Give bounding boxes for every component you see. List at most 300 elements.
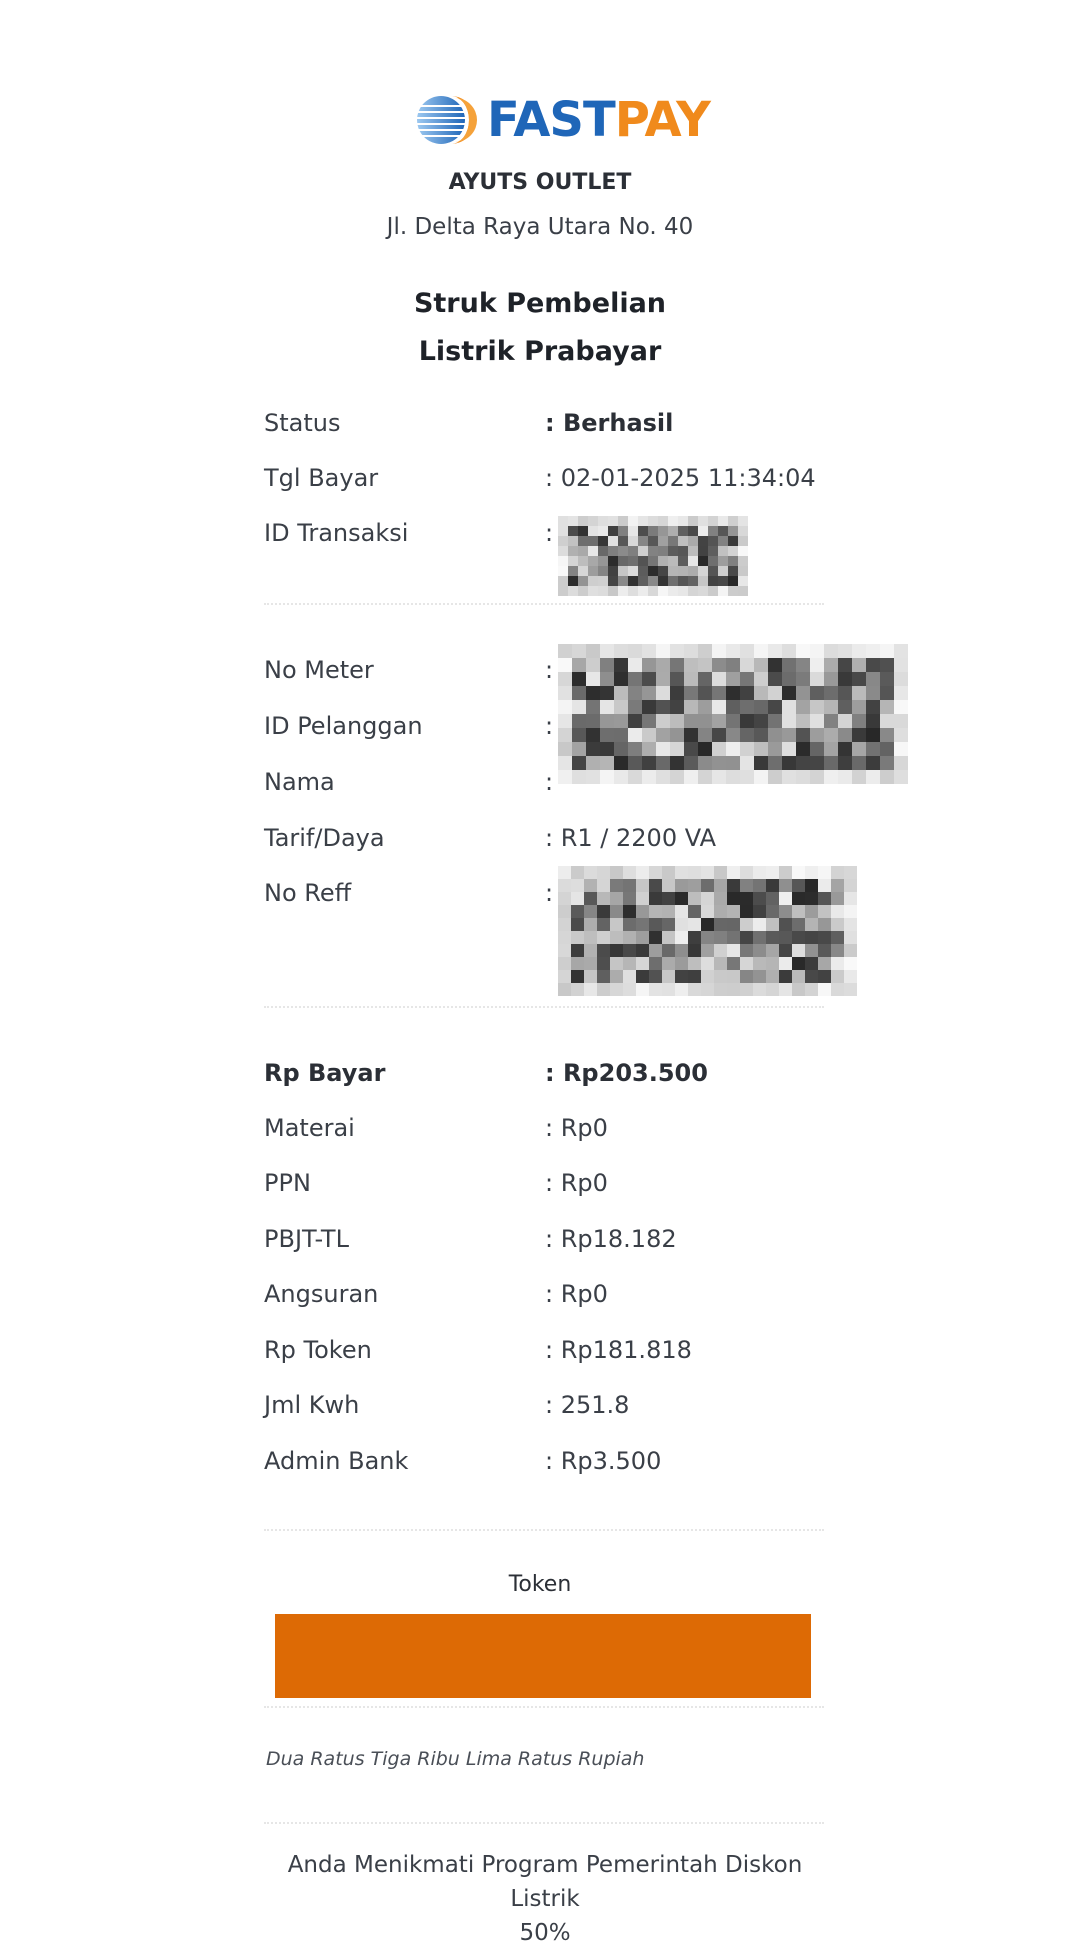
redaction-pixel bbox=[779, 931, 792, 944]
redaction-pixel bbox=[598, 566, 608, 576]
redaction-pixel bbox=[628, 658, 642, 672]
redaction-pixel bbox=[684, 672, 698, 686]
redaction-pixel bbox=[880, 672, 894, 686]
redaction-pixel bbox=[740, 686, 754, 700]
redaction-pixel bbox=[568, 586, 578, 596]
reference-number-redacted bbox=[558, 866, 866, 996]
redaction-pixel bbox=[558, 516, 568, 526]
redaction-pixel bbox=[753, 892, 766, 905]
redaction-pixel bbox=[698, 686, 712, 700]
redaction-pixel bbox=[618, 526, 628, 536]
customer-id-value: : bbox=[545, 712, 554, 740]
redaction-pixel bbox=[792, 892, 805, 905]
redaction-pixel bbox=[726, 756, 740, 770]
tariff-value: : R1 / 2200 VA bbox=[545, 824, 717, 852]
redaction-pixel bbox=[768, 742, 782, 756]
redaction-pixel bbox=[636, 931, 649, 944]
redaction-pixel bbox=[838, 644, 852, 658]
redaction-pixel bbox=[688, 918, 701, 931]
redaction-pixel bbox=[597, 957, 610, 970]
redaction-pixel bbox=[766, 970, 779, 983]
redaction-pixel bbox=[610, 957, 623, 970]
redaction-pixel bbox=[740, 970, 753, 983]
redaction-pixel bbox=[614, 644, 628, 658]
redaction-pixel bbox=[714, 905, 727, 918]
redaction-pixel bbox=[698, 756, 712, 770]
redaction-pixel bbox=[768, 756, 782, 770]
redaction-pixel bbox=[656, 686, 670, 700]
redaction-pixel bbox=[714, 983, 727, 996]
redaction-pixel bbox=[571, 866, 584, 879]
redaction-pixel bbox=[675, 879, 688, 892]
redaction-pixel bbox=[670, 700, 684, 714]
redaction-pixel bbox=[844, 892, 857, 905]
redaction-pixel bbox=[578, 546, 588, 556]
redaction-pixel bbox=[792, 931, 805, 944]
redaction-pixel bbox=[558, 658, 572, 672]
redaction-pixel bbox=[608, 556, 618, 566]
redaction-pixel bbox=[600, 742, 614, 756]
redaction-pixel bbox=[838, 728, 852, 742]
redaction-pixel bbox=[698, 516, 708, 526]
redaction-pixel bbox=[768, 770, 782, 784]
redaction-pixel bbox=[558, 714, 572, 728]
redaction-pixel bbox=[610, 983, 623, 996]
redaction-pixel bbox=[586, 714, 600, 728]
redaction-pixel bbox=[894, 756, 908, 770]
redaction-pixel bbox=[698, 526, 708, 536]
redaction-pixel bbox=[638, 576, 648, 586]
redaction-pixel bbox=[608, 546, 618, 556]
redaction-pixel bbox=[738, 546, 748, 556]
redaction-pixel bbox=[638, 586, 648, 596]
redaction-pixel bbox=[638, 516, 648, 526]
redaction-pixel bbox=[818, 944, 831, 957]
status-label: Status bbox=[264, 409, 341, 437]
redaction-pixel bbox=[649, 983, 662, 996]
redaction-pixel bbox=[714, 918, 727, 931]
redaction-pixel bbox=[588, 526, 598, 536]
redaction-pixel bbox=[766, 879, 779, 892]
redaction-pixel bbox=[571, 944, 584, 957]
receipt-title bbox=[0, 280, 1080, 376]
redaction-pixel bbox=[831, 970, 844, 983]
redaction-pixel bbox=[844, 983, 857, 996]
redaction-pixel bbox=[726, 714, 740, 728]
redaction-pixel bbox=[648, 586, 658, 596]
redaction-pixel bbox=[810, 714, 824, 728]
redaction-pixel bbox=[578, 516, 588, 526]
redaction-pixel bbox=[688, 586, 698, 596]
reference-number-label: No Reff bbox=[264, 879, 352, 907]
redaction-pixel bbox=[782, 644, 796, 658]
redaction-pixel bbox=[649, 970, 662, 983]
redaction-pixel bbox=[658, 536, 668, 546]
redaction-pixel bbox=[838, 742, 852, 756]
redaction-pixel bbox=[628, 516, 638, 526]
redaction-pixel bbox=[866, 714, 880, 728]
redaction-pixel bbox=[712, 686, 726, 700]
redaction-pixel bbox=[805, 866, 818, 879]
redaction-pixel bbox=[684, 658, 698, 672]
redaction-pixel bbox=[572, 756, 586, 770]
redaction-pixel bbox=[571, 905, 584, 918]
redaction-pixel bbox=[568, 546, 578, 556]
redaction-pixel bbox=[852, 700, 866, 714]
redaction-pixel bbox=[584, 957, 597, 970]
redaction-pixel bbox=[698, 728, 712, 742]
redaction-pixel bbox=[678, 516, 688, 526]
divider bbox=[264, 1006, 824, 1008]
redaction-pixel bbox=[792, 866, 805, 879]
kwh-row bbox=[264, 1385, 824, 1425]
redaction-pixel bbox=[558, 879, 571, 892]
redaction-pixel bbox=[688, 546, 698, 556]
redaction-pixel bbox=[796, 672, 810, 686]
redaction-pixel bbox=[754, 644, 768, 658]
redaction-pixel bbox=[610, 931, 623, 944]
redaction-pixel bbox=[584, 944, 597, 957]
redaction-pixel bbox=[852, 672, 866, 686]
redaction-pixel bbox=[656, 644, 670, 658]
redaction-pixel bbox=[684, 644, 698, 658]
kwh-value: : 251.8 bbox=[545, 1391, 630, 1419]
redaction-pixel bbox=[831, 918, 844, 931]
redaction-pixel bbox=[649, 905, 662, 918]
token-amount-label: Rp Token bbox=[264, 1336, 372, 1364]
redaction-pixel bbox=[614, 714, 628, 728]
discount-notice-line1: Anda Menikmati Program Pemerintah Diskon Listrik bbox=[287, 1852, 803, 1912]
installment-label: Angsuran bbox=[264, 1280, 379, 1308]
redaction-pixel bbox=[818, 879, 831, 892]
redaction-pixel bbox=[656, 770, 670, 784]
redaction-pixel bbox=[600, 644, 614, 658]
materai-value: : Rp0 bbox=[545, 1114, 608, 1142]
redaction-pixel bbox=[623, 957, 636, 970]
redaction-pixel bbox=[598, 576, 608, 586]
redaction-pixel bbox=[726, 672, 740, 686]
redaction-pixel bbox=[718, 546, 728, 556]
redaction-pixel bbox=[818, 957, 831, 970]
redaction-pixel bbox=[740, 728, 754, 742]
redaction-pixel bbox=[866, 756, 880, 770]
redaction-pixel bbox=[708, 566, 718, 576]
redaction-pixel bbox=[675, 892, 688, 905]
amount-paid-label: Rp Bayar bbox=[264, 1059, 386, 1087]
redaction-pixel bbox=[558, 526, 568, 536]
redaction-pixel bbox=[636, 905, 649, 918]
redaction-pixel bbox=[894, 686, 908, 700]
redaction-pixel bbox=[718, 526, 728, 536]
redaction-pixel bbox=[754, 714, 768, 728]
redaction-pixel bbox=[584, 918, 597, 931]
redaction-pixel bbox=[880, 686, 894, 700]
redaction-pixel bbox=[740, 770, 754, 784]
redaction-pixel bbox=[779, 983, 792, 996]
redaction-pixel bbox=[754, 658, 768, 672]
redaction-pixel bbox=[558, 728, 572, 742]
redaction-pixel bbox=[572, 770, 586, 784]
redaction-pixel bbox=[792, 918, 805, 931]
redaction-pixel bbox=[571, 983, 584, 996]
redaction-pixel bbox=[810, 672, 824, 686]
status-row bbox=[264, 403, 824, 443]
redaction-pixel bbox=[600, 700, 614, 714]
redaction-pixel bbox=[668, 576, 678, 586]
redaction-pixel bbox=[598, 516, 608, 526]
redaction-pixel bbox=[753, 983, 766, 996]
redaction-pixel bbox=[684, 770, 698, 784]
redaction-pixel bbox=[831, 866, 844, 879]
redaction-pixel bbox=[675, 944, 688, 957]
redaction-pixel bbox=[584, 931, 597, 944]
redaction-pixel bbox=[805, 892, 818, 905]
admin-fee-row bbox=[264, 1441, 824, 1481]
redaction-pixel bbox=[727, 983, 740, 996]
transaction-id-label: ID Transaksi bbox=[264, 519, 409, 547]
redaction-pixel bbox=[852, 728, 866, 742]
redaction-pixel bbox=[658, 566, 668, 576]
redaction-pixel bbox=[618, 546, 628, 556]
redaction-pixel bbox=[558, 576, 568, 586]
redaction-pixel bbox=[623, 892, 636, 905]
redaction-pixel bbox=[726, 686, 740, 700]
redaction-pixel bbox=[740, 957, 753, 970]
redaction-pixel bbox=[684, 714, 698, 728]
redaction-pixel bbox=[597, 970, 610, 983]
redaction-pixel bbox=[708, 546, 718, 556]
redaction-pixel bbox=[558, 905, 571, 918]
redaction-pixel bbox=[805, 944, 818, 957]
redaction-pixel bbox=[668, 556, 678, 566]
installment-value: : Rp0 bbox=[545, 1280, 608, 1308]
redaction-pixel bbox=[727, 970, 740, 983]
redaction-pixel bbox=[805, 970, 818, 983]
redaction-pixel bbox=[766, 944, 779, 957]
transaction-id-redacted bbox=[558, 516, 752, 596]
redaction-pixel bbox=[628, 576, 638, 586]
redaction-pixel bbox=[608, 516, 618, 526]
redaction-pixel bbox=[753, 970, 766, 983]
redaction-pixel bbox=[588, 586, 598, 596]
redaction-pixel bbox=[727, 905, 740, 918]
redaction-pixel bbox=[648, 546, 658, 556]
redaction-pixel bbox=[628, 756, 642, 770]
redaction-pixel bbox=[818, 931, 831, 944]
token-label: Token bbox=[508, 1572, 572, 1597]
redaction-pixel bbox=[628, 672, 642, 686]
redaction-pixel bbox=[698, 576, 708, 586]
redaction-pixel bbox=[597, 918, 610, 931]
redaction-pixel bbox=[740, 944, 753, 957]
discount-notice-line2: 50% bbox=[519, 1920, 571, 1946]
redaction-pixel bbox=[598, 546, 608, 556]
redaction-pixel bbox=[766, 957, 779, 970]
redaction-pixel bbox=[726, 728, 740, 742]
redaction-pixel bbox=[670, 644, 684, 658]
redaction-pixel bbox=[636, 918, 649, 931]
redaction-pixel bbox=[728, 556, 738, 566]
redaction-pixel bbox=[779, 892, 792, 905]
redaction-pixel bbox=[578, 536, 588, 546]
redaction-pixel bbox=[662, 983, 675, 996]
redaction-pixel bbox=[588, 516, 598, 526]
redaction-pixel bbox=[558, 644, 572, 658]
redaction-pixel bbox=[698, 658, 712, 672]
redaction-pixel bbox=[678, 526, 688, 536]
redaction-pixel bbox=[578, 566, 588, 576]
redaction-pixel bbox=[628, 728, 642, 742]
redaction-pixel bbox=[656, 728, 670, 742]
redaction-pixel bbox=[831, 905, 844, 918]
redaction-pixel bbox=[754, 686, 768, 700]
redaction-pixel bbox=[718, 586, 728, 596]
redaction-pixel bbox=[824, 742, 838, 756]
redaction-pixel bbox=[618, 586, 628, 596]
redaction-pixel bbox=[656, 756, 670, 770]
redaction-pixel bbox=[701, 957, 714, 970]
redaction-pixel bbox=[701, 879, 714, 892]
redaction-pixel bbox=[688, 931, 701, 944]
redaction-pixel bbox=[568, 566, 578, 576]
redaction-pixel bbox=[866, 672, 880, 686]
redaction-pixel bbox=[648, 566, 658, 576]
redaction-pixel bbox=[638, 536, 648, 546]
redaction-pixel bbox=[810, 756, 824, 770]
redaction-pixel bbox=[698, 644, 712, 658]
redaction-pixel bbox=[688, 970, 701, 983]
redaction-pixel bbox=[740, 918, 753, 931]
redaction-pixel bbox=[698, 742, 712, 756]
redaction-pixel bbox=[558, 970, 571, 983]
redaction-pixel bbox=[818, 866, 831, 879]
redaction-pixel bbox=[726, 770, 740, 784]
redaction-pixel bbox=[684, 742, 698, 756]
redaction-pixel bbox=[708, 516, 718, 526]
redaction-pixel bbox=[792, 983, 805, 996]
redaction-pixel bbox=[649, 931, 662, 944]
redaction-pixel bbox=[796, 700, 810, 714]
redaction-pixel bbox=[880, 728, 894, 742]
redaction-pixel bbox=[810, 770, 824, 784]
redaction-pixel bbox=[838, 700, 852, 714]
redaction-pixel bbox=[558, 536, 568, 546]
redaction-pixel bbox=[766, 983, 779, 996]
redaction-pixel bbox=[618, 566, 628, 576]
redaction-pixel bbox=[805, 879, 818, 892]
redaction-pixel bbox=[678, 576, 688, 586]
redaction-pixel bbox=[844, 944, 857, 957]
redaction-pixel bbox=[618, 556, 628, 566]
redaction-pixel bbox=[727, 866, 740, 879]
redaction-pixel bbox=[712, 742, 726, 756]
redaction-pixel bbox=[648, 536, 658, 546]
redaction-pixel bbox=[675, 970, 688, 983]
redaction-pixel bbox=[662, 957, 675, 970]
redaction-pixel bbox=[698, 586, 708, 596]
redaction-pixel bbox=[740, 905, 753, 918]
redaction-pixel bbox=[779, 957, 792, 970]
redaction-pixel bbox=[586, 756, 600, 770]
redaction-pixel bbox=[844, 931, 857, 944]
redaction-pixel bbox=[824, 658, 838, 672]
redaction-pixel bbox=[782, 686, 796, 700]
redaction-pixel bbox=[753, 905, 766, 918]
redaction-pixel bbox=[754, 770, 768, 784]
redaction-pixel bbox=[600, 672, 614, 686]
redaction-pixel bbox=[754, 742, 768, 756]
redaction-pixel bbox=[818, 918, 831, 931]
redaction-pixel bbox=[714, 957, 727, 970]
redaction-pixel bbox=[779, 905, 792, 918]
redaction-pixel bbox=[678, 556, 688, 566]
token-box bbox=[275, 1614, 811, 1698]
redaction-pixel bbox=[600, 756, 614, 770]
redaction-pixel bbox=[598, 556, 608, 566]
redaction-pixel bbox=[636, 983, 649, 996]
redaction-pixel bbox=[838, 686, 852, 700]
redaction-pixel bbox=[796, 742, 810, 756]
redaction-pixel bbox=[818, 983, 831, 996]
redaction-pixel bbox=[824, 672, 838, 686]
redaction-pixel bbox=[844, 970, 857, 983]
redaction-pixel bbox=[572, 742, 586, 756]
redaction-pixel bbox=[636, 892, 649, 905]
redaction-pixel bbox=[628, 714, 642, 728]
redaction-pixel bbox=[636, 879, 649, 892]
redaction-pixel bbox=[698, 700, 712, 714]
redaction-pixel bbox=[740, 879, 753, 892]
redaction-pixel bbox=[618, 576, 628, 586]
redaction-pixel bbox=[610, 866, 623, 879]
redaction-pixel bbox=[779, 866, 792, 879]
redaction-pixel bbox=[662, 970, 675, 983]
redaction-pixel bbox=[726, 742, 740, 756]
redaction-pixel bbox=[642, 686, 656, 700]
redaction-pixel bbox=[558, 892, 571, 905]
divider bbox=[264, 1529, 824, 1531]
redaction-pixel bbox=[866, 644, 880, 658]
redaction-pixel bbox=[628, 556, 638, 566]
redaction-pixel bbox=[658, 546, 668, 556]
redaction-pixel bbox=[572, 728, 586, 742]
meter-number-label: No Meter bbox=[264, 656, 374, 684]
redaction-pixel bbox=[568, 526, 578, 536]
redaction-pixel bbox=[614, 728, 628, 742]
redaction-pixel bbox=[678, 566, 688, 576]
redaction-pixel bbox=[614, 756, 628, 770]
redaction-pixel bbox=[838, 756, 852, 770]
redaction-pixel bbox=[588, 556, 598, 566]
redaction-pixel bbox=[718, 556, 728, 566]
redaction-pixel bbox=[638, 546, 648, 556]
admin-fee-value: : Rp3.500 bbox=[545, 1447, 662, 1475]
redaction-pixel bbox=[866, 658, 880, 672]
redaction-pixel bbox=[572, 714, 586, 728]
redaction-pixel bbox=[648, 526, 658, 536]
redaction-pixel bbox=[688, 983, 701, 996]
redaction-pixel bbox=[636, 866, 649, 879]
payment-date-row bbox=[264, 458, 824, 498]
redaction-pixel bbox=[662, 892, 675, 905]
redaction-pixel bbox=[628, 700, 642, 714]
redaction-pixel bbox=[796, 756, 810, 770]
redaction-pixel bbox=[688, 516, 698, 526]
redaction-pixel bbox=[642, 756, 656, 770]
amount-in-words: Dua Ratus Tiga Ribu Lima Ratus Rupiah bbox=[266, 1748, 645, 1770]
redaction-pixel bbox=[894, 658, 908, 672]
redaction-pixel bbox=[728, 566, 738, 576]
